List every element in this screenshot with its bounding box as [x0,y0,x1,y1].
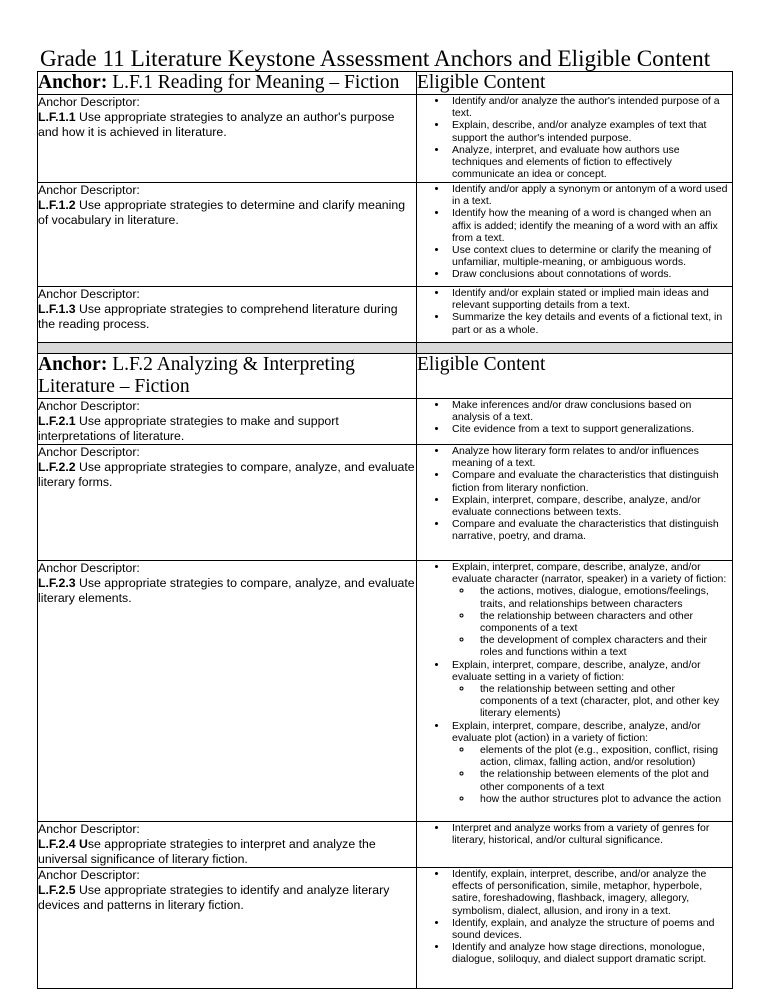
separator-cell [417,343,733,354]
anchor-prefix: Anchor: [38,72,108,93]
anchor-descriptor-label: Anchor Descriptor: [38,287,140,301]
eligible-content-list [417,822,732,846]
eligible-content-list [417,183,732,281]
eligible-content-list [417,399,732,436]
anchor-descriptor-text [38,302,416,332]
eligible-content-list [417,287,732,336]
anchor-descriptor-cell [38,95,417,183]
anchor-descriptor-cell [38,399,417,445]
eligible-content-subitem: ◦ elements of the plot (e.g., exposition, conflict, rising action, climax, falling action, and/or resolution) [473,744,732,768]
eligible-content-heading: Eligible Content [417,72,733,95]
anchor-code: L.F.1.2 [38,198,76,212]
page-title: Grade 11 Literature Keystone Assessment Anchors and Eligible Content [40,46,711,72]
eligible-content-sublist [452,585,732,658]
anchor-row [38,399,733,445]
eligible-content-item: • Identify and/or explain stated or implied main ideas and relevant supporting details from a text. [448,287,732,311]
eligible-content-cell [417,822,733,868]
anchor-descriptor-label: Anchor Descriptor: [38,561,140,575]
eligible-content-item: • Compare and evaluate the characteristics that distinguish narrative, poetry, and drama. [448,518,732,542]
anchor-descriptor-label: Anchor Descriptor: [38,822,140,836]
anchor-descriptor-text [38,576,416,606]
eligible-content-item: • Make inferences and/or draw conclusions based on analysis of a text. [448,399,732,423]
anchors-table [37,71,733,989]
anchor-description: se appropriate strategies to interpret and analyze the universal significance of literary fiction. [38,837,376,866]
anchor-code: L.F.2.2 [38,460,76,474]
anchor-description: Use appropriate strategies to determine and clarify meaning of vocabulary in literature. [38,198,406,227]
anchor-row [38,561,733,822]
eligible-content-cell [417,95,733,183]
anchor-code: L.F.2.1 [38,414,76,428]
eligible-content-item-text: Explain, interpret, compare, describe, analyze, and/or evaluate plot (action) in a variety of fiction: [452,719,701,744]
eligible-content-item: • Identify and/or apply a synonym or antonym of a word used in a text. [448,183,732,207]
eligible-content-item: • Draw conclusions about connotations of words. [448,268,732,280]
anchor-description: Use appropriate strategies to compare, analyze, and evaluate literary forms. [38,460,415,489]
eligible-content-list [417,445,732,543]
anchor-descriptor-text [38,110,416,140]
eligible-content-sublist [452,744,732,805]
anchor-row [38,868,733,989]
eligible-content-item: • Identify and analyze how stage directions, monologue, dialogue, soliloquy, and dialect support dramatic script. [448,941,732,965]
eligible-content-cell [417,561,733,822]
anchor-descriptor-text [38,460,416,490]
eligible-content-item: • Analyze how literary form relates to and/or influences meaning of a text. [448,445,732,469]
eligible-content-subitem: ◦ the relationship between setting and other components of a text (character, plot, and other key literary elements) [473,683,732,720]
eligible-content-subitem: ◦ the relationship between elements of the plot and other components of a text [473,768,732,792]
eligible-content-item [448,659,732,720]
anchor-descriptor-cell [38,868,417,989]
anchor-descriptor-cell [38,445,417,561]
anchor-heading [38,72,417,95]
eligible-content-item: • Identify, explain, interpret, describe, and/or analyze the effects of personification, simile, metaphor, hyperbole, satire, foreshadowing, flashback, imagery, allegory, symbolism, dialect, allusion, and irony in a text. [448,868,732,917]
eligible-content-list [417,561,732,805]
anchor-code: L.F.2.3 [38,576,76,590]
eligible-content-item-text: Explain, interpret, compare, describe, analyze, and/or evaluate character (narrator, speaker) in a variety of fiction: [452,561,727,586]
anchor-header-row [38,354,733,399]
anchor-descriptor-label: Anchor Descriptor: [38,399,140,413]
eligible-content-item: • Compare and evaluate the characteristics that distinguish fiction from literary nonfiction. [448,469,732,493]
eligible-content-item: • Analyze, interpret, and evaluate how authors use techniques and elements of fiction to effectively communicate an idea or concept. [448,144,732,181]
anchor-descriptor-label: Anchor Descriptor: [38,445,140,459]
eligible-content-subitem: ◦ the relationship between characters and other components of a text [473,610,732,634]
eligible-content-cell [417,183,733,287]
eligible-content-item [448,720,732,805]
anchor-descriptor-label: Anchor Descriptor: [38,868,140,882]
anchor-descriptor-label: Anchor Descriptor: [38,95,140,109]
anchor-description: Use appropriate strategies to comprehend literature during the reading process. [38,302,398,331]
anchor-descriptor-cell [38,287,417,343]
anchor-code: L.F.1.3 [38,302,76,316]
eligible-content-heading: Eligible Content [417,354,733,399]
eligible-content-list [417,868,732,966]
anchor-descriptor-cell [38,561,417,822]
eligible-content-cell [417,399,733,445]
eligible-content-subitem: ◦ the development of complex characters and their roles and functions within a text [473,634,732,658]
anchor-code: L.F.2.5 [38,883,76,897]
anchor-descriptor-text [38,837,416,867]
anchor-descriptor-cell [38,822,417,868]
eligible-content-subitem: ◦ the actions, motives, dialogue, emotions/feelings, traits, and relationships between characters [473,585,732,609]
eligible-content-cell [417,287,733,343]
anchor-description: Use appropriate strategies to make and support interpretations of literature. [38,414,339,443]
eligible-content-sublist [452,683,732,720]
section-separator [38,343,733,354]
eligible-content-item: • Use context clues to determine or clarify the meaning of unfamiliar, multiple-meaning, or ambiguous words. [448,244,732,268]
eligible-content-item: • Summarize the key details and events of a fictional text, in part or as a whole. [448,311,732,335]
eligible-content-item: • Identify, explain, and analyze the structure of poems and sound devices. [448,917,732,941]
anchor-heading [38,354,417,399]
anchor-prefix: Anchor: [38,354,108,375]
eligible-content-item: • Explain, describe, and/or analyze examples of text that support the author's intended purpose. [448,119,732,143]
anchor-description: Use appropriate strategies to identify and analyze literary devices and patterns in literary fiction. [38,883,390,912]
anchor-row [38,822,733,868]
anchor-title: L.F.1 Reading for Meaning – Fiction [112,72,400,93]
anchor-code: L.F.1.1 [38,110,76,124]
anchor-description: Use appropriate strategies to analyze an author's purpose and how it is achieved in literature. [38,110,395,139]
anchor-descriptor-text [38,414,416,444]
eligible-content-item: • Explain, interpret, compare, describe, analyze, and/or evaluate connections between texts. [448,494,732,518]
anchor-row [38,287,733,343]
anchor-descriptor-text [38,198,416,228]
eligible-content-item [448,561,732,659]
eligible-content-cell [417,445,733,561]
anchor-descriptor-cell [38,183,417,287]
anchor-header-row [38,72,733,95]
anchor-descriptor-label: Anchor Descriptor: [38,183,140,197]
anchor-code: L.F.2.4 U [38,837,88,851]
eligible-content-item: • Identify how the meaning of a word is changed when an affix is added; identify the meaning of a word with an affix from a text. [448,207,732,244]
separator-cell [38,343,417,354]
eligible-content-item-text: Explain, interpret, compare, describe, analyze, and/or evaluate setting in a variety of fiction: [452,658,701,683]
eligible-content-cell [417,868,733,989]
anchor-row [38,95,733,183]
anchor-row [38,183,733,287]
anchor-description: Use appropriate strategies to compare, analyze, and evaluate literary elements. [38,576,415,605]
eligible-content-list [417,95,732,180]
eligible-content-subitem: ◦ how the author structures plot to advance the action [473,793,732,805]
eligible-content-item: • Interpret and analyze works from a variety of genres for literary, historical, and/or cultural significance. [448,822,732,846]
anchor-title: L.F.2 Analyzing & Interpreting Literature – Fiction [38,354,355,397]
anchor-descriptor-text [38,883,416,913]
anchor-row [38,445,733,561]
eligible-content-item: • Identify and/or analyze the author's intended purpose of a text. [448,95,732,119]
eligible-content-item: • Cite evidence from a text to support generalizations. [448,423,732,435]
